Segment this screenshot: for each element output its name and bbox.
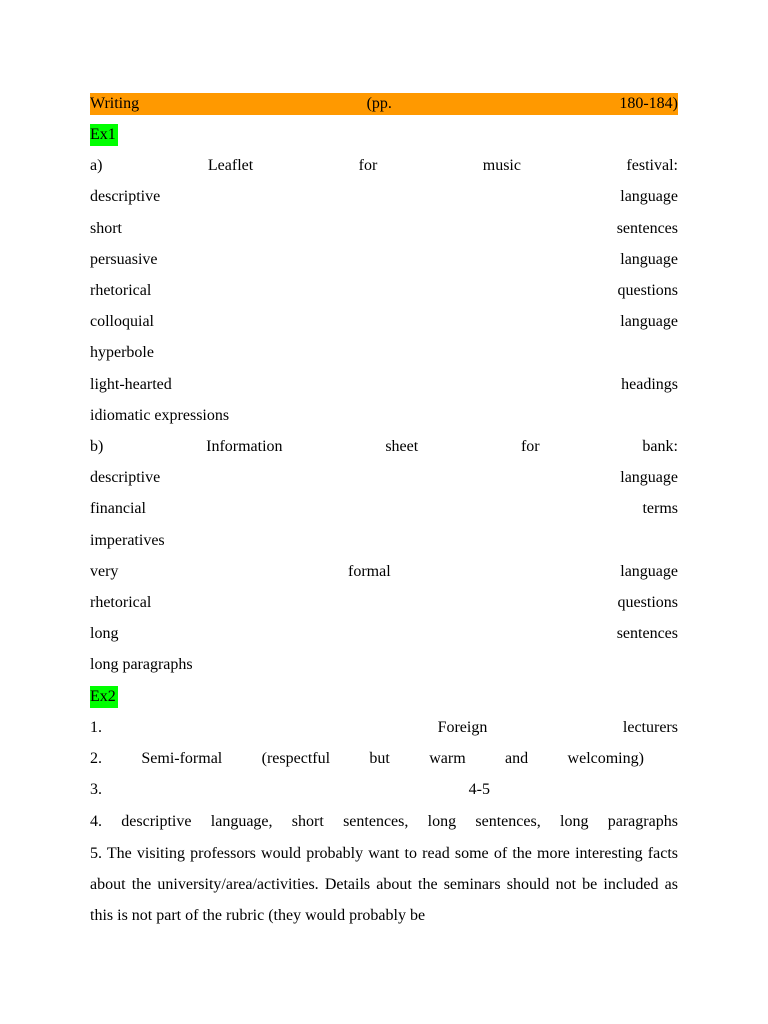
- answer-word: sentences,: [475, 813, 541, 830]
- list-item: [90, 530, 678, 552]
- heading-word: b): [90, 438, 104, 455]
- list-item-middle: formal: [348, 563, 391, 580]
- section-title-writing: [90, 93, 678, 115]
- list-item: [90, 467, 678, 489]
- answer-3: [90, 779, 678, 801]
- list-item: [90, 405, 678, 427]
- answer-word: descriptive: [121, 813, 192, 830]
- answer-word: Semi-formal: [141, 750, 223, 767]
- list-item-right: terms: [642, 500, 678, 517]
- exercise-1-label: Ex1: [90, 124, 118, 146]
- list-item-left: descriptive: [90, 469, 161, 486]
- list-item-left: financial: [90, 500, 146, 517]
- section-a-heading: [90, 155, 678, 177]
- heading-word: for: [520, 438, 540, 455]
- answer-4: [90, 811, 678, 833]
- list-item-left: long: [90, 625, 119, 642]
- title-word: 180-184): [619, 95, 678, 112]
- answer-word: (respectful: [261, 750, 331, 767]
- answer-word: 2.: [90, 750, 102, 767]
- heading-word: Leaflet: [207, 157, 254, 174]
- list-item-left: imperatives: [90, 532, 165, 549]
- list-item-left: persuasive: [90, 251, 158, 268]
- list-item-right: language: [620, 188, 678, 205]
- exercise-label-row: [90, 124, 678, 146]
- list-item-left: very: [90, 563, 119, 580]
- answer-word: welcoming): [567, 750, 644, 767]
- answer-word: and: [505, 750, 529, 767]
- answer-5: [90, 838, 678, 932]
- list-item: [90, 623, 678, 645]
- list-item-left: colloquial: [90, 313, 154, 330]
- answer-word: 1.: [90, 719, 102, 736]
- list-item-left: long paragraphs: [90, 656, 193, 673]
- answer-word: Foreign: [437, 719, 488, 736]
- list-item: [90, 311, 678, 333]
- answer-word: sentences,: [343, 813, 409, 830]
- list-item: [90, 342, 678, 364]
- heading-word: music: [482, 157, 521, 174]
- answer-1: [90, 717, 678, 739]
- answer-word: but: [369, 750, 390, 767]
- list-item-left: short: [90, 220, 122, 237]
- list-item-right: questions: [617, 282, 678, 299]
- list-item-right: sentences: [616, 625, 678, 642]
- list-item-left: rhetorical: [90, 282, 152, 299]
- answer-2: [90, 748, 678, 770]
- title-word: Writing: [90, 95, 140, 112]
- list-item: [90, 498, 678, 520]
- answer-word: 3.: [90, 781, 102, 798]
- list-item-right: questions: [617, 594, 678, 611]
- list-item: [90, 186, 678, 208]
- list-item: [90, 280, 678, 302]
- list-item-right: language: [620, 469, 678, 486]
- answer-5-text: 5. The visiting professors would probably want to read some of the more interesting facts about the university/area/activities. Details about the seminars should not be included as this is not part of the rubric (they would probably be: [90, 845, 678, 925]
- list-item: [90, 592, 678, 614]
- exercise-2-label: Ex2: [90, 686, 118, 708]
- list-item-right: language: [620, 251, 678, 268]
- list-item-right: language: [620, 563, 678, 580]
- exercise-label-row: [90, 686, 678, 708]
- heading-word: Information: [206, 438, 283, 455]
- title-word: (pp.: [366, 95, 392, 112]
- list-item: [90, 218, 678, 240]
- list-item: [90, 249, 678, 271]
- answer-word: warm: [429, 750, 466, 767]
- heading-word: sheet: [385, 438, 419, 455]
- heading-word: bank:: [642, 438, 678, 455]
- answer-word: long: [427, 813, 457, 830]
- answer-word: short: [291, 813, 324, 830]
- answer-word: language,: [210, 813, 273, 830]
- answer-word: long: [560, 813, 589, 830]
- answer-word: paragraphs: [607, 813, 678, 830]
- list-item-right: language: [620, 313, 678, 330]
- answer-word: 4.: [90, 813, 102, 830]
- list-item-left: light-hearted: [90, 376, 172, 393]
- list-item-left: hyperbole: [90, 344, 154, 361]
- list-item-left: rhetorical: [90, 594, 152, 611]
- list-item: [90, 561, 678, 583]
- answer-word: 4-5: [468, 781, 490, 798]
- list-item-right: headings: [621, 376, 678, 393]
- list-item-left: descriptive: [90, 188, 161, 205]
- heading-word: festival:: [626, 157, 678, 174]
- answer-word: lecturers: [622, 719, 678, 736]
- heading-word: for: [358, 157, 378, 174]
- section-b-heading: [90, 436, 678, 458]
- list-item: [90, 374, 678, 396]
- list-item-left: idiomatic expressions: [90, 407, 230, 424]
- list-item-right: sentences: [616, 220, 678, 237]
- list-item: [90, 654, 678, 676]
- heading-word: a): [90, 157, 103, 174]
